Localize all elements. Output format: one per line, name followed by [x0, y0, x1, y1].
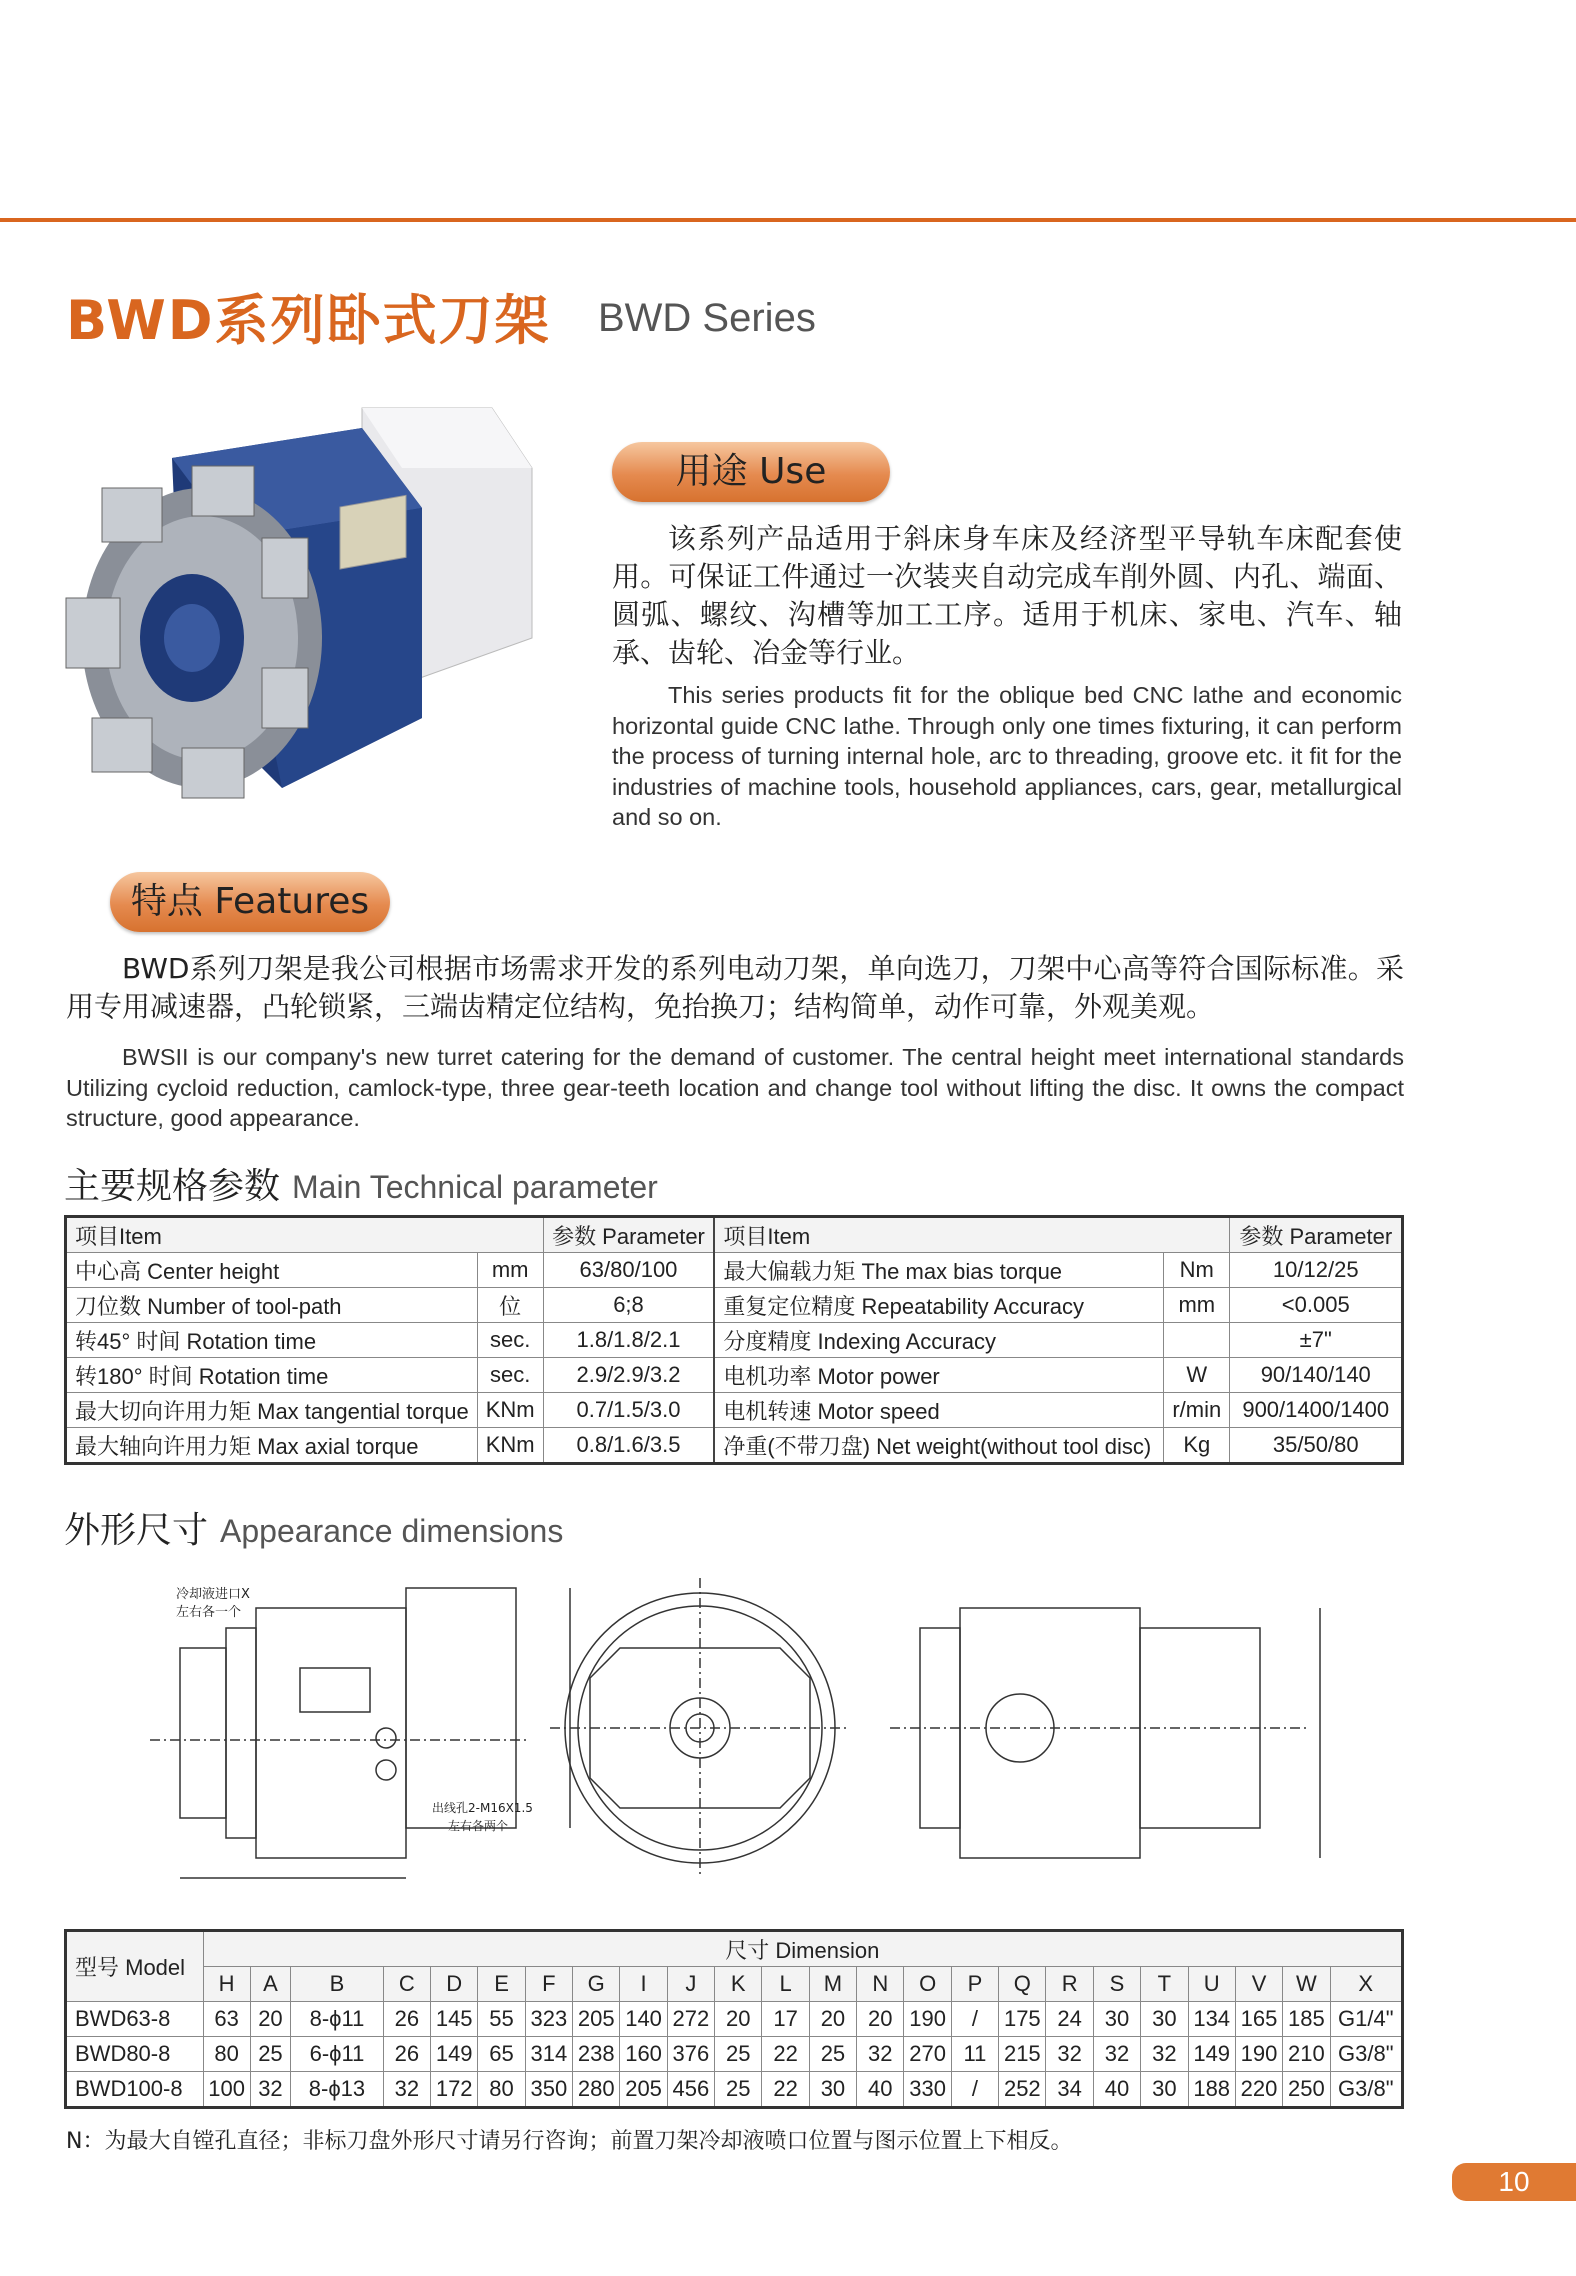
dim-cell: 25	[715, 2037, 762, 2072]
dim-column-header: U	[1188, 1967, 1235, 2002]
dim-cell: 20	[809, 2002, 856, 2037]
dim-cell: 330	[904, 2072, 951, 2108]
spec-cell	[1164, 1323, 1230, 1358]
spec-cell: sec.	[477, 1358, 543, 1393]
dim-cell: 17	[762, 2002, 809, 2037]
spec-cell: 净重(不带刀盘) Net weight(without tool disc)	[714, 1428, 1163, 1464]
dim-cell: 11	[951, 2037, 998, 2072]
coolant-inlet-label: 冷却液进口X	[176, 1587, 250, 1602]
page-number: 10	[1452, 2163, 1576, 2201]
dim-cell: 205	[620, 2072, 667, 2108]
dim-column-header: C	[383, 1967, 430, 2002]
dim-header-row	[66, 1931, 1403, 1967]
spec-cell: Kg	[1164, 1428, 1230, 1464]
dim-column-header: K	[715, 1967, 762, 2002]
dim-cell: 80	[203, 2037, 250, 2072]
dim-column-header: J	[667, 1967, 714, 2002]
spec-title-cn: 主要规格参数	[64, 1166, 281, 1207]
dim-cell: 172	[431, 2072, 478, 2108]
dim-cell: 190	[1235, 2037, 1282, 2072]
dim-cell: 205	[573, 2002, 620, 2037]
spec-cell: mm	[1164, 1288, 1230, 1323]
spec-cell: KNm	[477, 1393, 543, 1428]
spec-cell: 最大偏载力矩 The max bias torque	[714, 1253, 1163, 1288]
dim-cell: /	[951, 2002, 998, 2037]
spec-cell: KNm	[477, 1428, 543, 1464]
dim-cell: G3/8"	[1330, 2037, 1402, 2072]
spec-table	[64, 1215, 1404, 1465]
dim-column-header: W	[1283, 1967, 1330, 2002]
spec-cell: 最大轴向许用力矩 Max axial torque	[66, 1428, 478, 1464]
cable-outlet-note: 左右各两个	[448, 1819, 509, 1833]
dim-cell: 280	[573, 2072, 620, 2108]
cable-outlet-label: 出线孔2-M16X1.5	[432, 1801, 533, 1815]
dim-cell: 32	[1046, 2037, 1093, 2072]
dim-cell: 149	[1188, 2037, 1235, 2072]
dim-cell: 165	[1235, 2002, 1282, 2037]
dim-cell: 8-ϕ13	[291, 2072, 383, 2108]
spec-cell: 分度精度 Indexing Accuracy	[714, 1323, 1163, 1358]
table-row	[66, 2037, 1403, 2072]
dim-cell: 220	[1235, 2072, 1282, 2108]
dim-column-row	[66, 1967, 1403, 2002]
dim-cell: 30	[1141, 2072, 1188, 2108]
model-cell: BWD63-8	[66, 2002, 204, 2037]
dim-cell: 63	[203, 2002, 250, 2037]
dim-cell: 238	[573, 2037, 620, 2072]
dim-cell: 456	[667, 2072, 714, 2108]
dim-title-cn: 外形尺寸	[64, 1510, 209, 1551]
dim-cell: G3/8"	[1330, 2072, 1402, 2108]
spec-cell: Nm	[1164, 1253, 1230, 1288]
page-title: BWD系列卧式刀架	[66, 289, 551, 352]
features-section-label: 特点 Features	[110, 872, 390, 932]
table-row	[66, 1288, 1403, 1323]
spec-cell: 6;8	[543, 1288, 714, 1323]
dimension-header: 尺寸 Dimension	[203, 1931, 1402, 1967]
dim-column-header: H	[203, 1967, 250, 2002]
dim-cell: 323	[525, 2002, 572, 2037]
table-row	[66, 1323, 1403, 1358]
dim-cell: 140	[620, 2002, 667, 2037]
dim-column-header: R	[1046, 1967, 1093, 2002]
dim-cell: 34	[1046, 2072, 1093, 2108]
dim-cell: 145	[431, 2002, 478, 2037]
dim-cell: 40	[857, 2072, 904, 2108]
dim-column-header: V	[1235, 1967, 1282, 2002]
spec-header-param: 参数 Parameter	[1230, 1217, 1403, 1253]
dimension-table	[64, 1929, 1404, 2109]
dim-cell: 210	[1283, 2037, 1330, 2072]
dim-cell: 272	[667, 2002, 714, 2037]
dim-cell: 26	[383, 2002, 430, 2037]
spec-section-title	[64, 1158, 658, 1209]
dim-cell: 20	[250, 2002, 291, 2037]
dim-cell: 80	[478, 2072, 525, 2108]
spec-cell: 中心高 Center height	[66, 1253, 478, 1288]
dim-column-header: F	[525, 1967, 572, 2002]
table-row	[66, 1253, 1403, 1288]
dim-cell: 314	[525, 2037, 572, 2072]
use-description-en: This series products fit for the oblique bed CNC lathe and economic horizontal guide CNC lathe. Through only one times fixturing, it can perform the process of turning internal hole, arc to threading, groove etc. it fit for the industries of machine tools, household appliances, cars, gear, metallurgical and so on.	[612, 682, 1402, 830]
dim-column-header: N	[857, 1967, 904, 2002]
dim-column-header: I	[620, 1967, 667, 2002]
dim-cell: 32	[250, 2072, 291, 2108]
dim-column-header: M	[809, 1967, 856, 2002]
dim-cell: 6-ϕ11	[291, 2037, 383, 2072]
dim-column-header: B	[291, 1967, 383, 2002]
spec-header-param: 参数 Parameter	[543, 1217, 714, 1253]
use-description-cn: 该系列产品适用于斜床身车床及经济型平导轨车床配套使用。可保证工件通过一次装夹自动完成车削外圆、内孔、端面、圆弧、螺纹、沟槽等加工工序。适用于机床、家电、汽车、轴承、齿轮、冶金等行业。	[612, 522, 1402, 669]
dim-cell: 270	[904, 2037, 951, 2072]
spec-cell: 位	[477, 1288, 543, 1323]
dim-cell: 55	[478, 2002, 525, 2037]
dim-cell: 252	[999, 2072, 1046, 2108]
table-row	[66, 2072, 1403, 2108]
use-section-label: 用途 Use	[612, 442, 890, 502]
dim-cell: 24	[1046, 2002, 1093, 2037]
spec-header-item: 项目Item	[66, 1217, 544, 1253]
spec-cell: W	[1164, 1358, 1230, 1393]
table-row	[66, 1428, 1403, 1464]
spec-title-en: Main Technical parameter	[292, 1169, 658, 1205]
dim-cell: 26	[383, 2037, 430, 2072]
spec-cell: sec.	[477, 1323, 543, 1358]
turret-product-photo	[62, 388, 542, 820]
dim-cell: 376	[667, 2037, 714, 2072]
dim-column-header: T	[1141, 1967, 1188, 2002]
dimensions-section-title	[64, 1502, 563, 1553]
spec-cell: 刀位数 Number of tool-path	[66, 1288, 478, 1323]
spec-cell: 重复定位精度 Repeatability Accuracy	[714, 1288, 1163, 1323]
dim-column-header: G	[573, 1967, 620, 2002]
table-row	[66, 2002, 1403, 2037]
dim-cell: 25	[715, 2072, 762, 2108]
spec-cell: 1.8/1.8/2.1	[543, 1323, 714, 1358]
dim-column-header: P	[951, 1967, 998, 2002]
spec-cell: 2.9/2.9/3.2	[543, 1358, 714, 1393]
dim-cell: 100	[203, 2072, 250, 2108]
spec-cell: 0.8/1.6/3.5	[543, 1428, 714, 1464]
dim-cell: 20	[715, 2002, 762, 2037]
spec-cell: 63/80/100	[543, 1253, 714, 1288]
dim-cell: 215	[999, 2037, 1046, 2072]
dim-cell: 20	[857, 2002, 904, 2037]
coolant-inlet-note: 左右各一个	[176, 1605, 242, 1620]
spec-cell: 900/1400/1400	[1230, 1393, 1403, 1428]
dim-cell: 30	[809, 2072, 856, 2108]
features-description-cn: BWD系列刀架是我公司根据市场需求开发的系列电动刀架，单向选刀，刀架中心高等符合国际标准。采用专用减速器，凸轮锁紧，三端齿精定位结构，免抬换刀；结构简单，动作可靠，外观美观。	[66, 952, 1404, 1023]
dim-cell: 32	[1141, 2037, 1188, 2072]
spec-header-item: 项目Item	[714, 1217, 1230, 1253]
dim-column-header: S	[1093, 1967, 1140, 2002]
dim-cell: 22	[762, 2037, 809, 2072]
dim-cell: 134	[1188, 2002, 1235, 2037]
spec-cell: r/min	[1164, 1393, 1230, 1428]
dim-cell: /	[951, 2072, 998, 2108]
dim-cell: 30	[1093, 2002, 1140, 2037]
spec-cell: 35/50/80	[1230, 1428, 1403, 1464]
dim-cell: 32	[383, 2072, 430, 2108]
spec-cell: 转180° 时间 Rotation time	[66, 1358, 478, 1393]
dim-cell: 22	[762, 2072, 809, 2108]
model-cell: BWD80-8	[66, 2037, 204, 2072]
spec-cell: 0.7/1.5/3.0	[543, 1393, 714, 1428]
dim-column-header: Q	[999, 1967, 1046, 2002]
table-row	[66, 1358, 1403, 1393]
header-rule	[0, 218, 1576, 222]
spec-header-row	[66, 1217, 1403, 1253]
dim-column-header: L	[762, 1967, 809, 2002]
dim-cell: 149	[431, 2037, 478, 2072]
spec-cell: 90/140/140	[1230, 1358, 1403, 1393]
dim-cell: 32	[1093, 2037, 1140, 2072]
dim-column-header: O	[904, 1967, 951, 2002]
spec-cell: 10/12/25	[1230, 1253, 1403, 1288]
dim-cell: 350	[525, 2072, 572, 2108]
dimension-drawing	[150, 1568, 1330, 1888]
dim-cell: 30	[1141, 2002, 1188, 2037]
dim-column-header: A	[250, 1967, 291, 2002]
spec-cell: mm	[477, 1253, 543, 1288]
page-subtitle: BWD Series	[598, 296, 816, 340]
dim-cell: 25	[250, 2037, 291, 2072]
dim-cell: 32	[857, 2037, 904, 2072]
table-row	[66, 1393, 1403, 1428]
dim-cell: 188	[1188, 2072, 1235, 2108]
footnote: N：为最大自镗孔直径；非标刀盘外形尺寸请另行咨询；前置刀架冷却液喷口位置与图示位置上下相反。	[66, 2129, 1073, 2154]
dim-column-header: X	[1330, 1967, 1402, 2002]
dim-cell: 40	[1093, 2072, 1140, 2108]
spec-cell: ±7"	[1230, 1323, 1403, 1358]
dim-cell: 190	[904, 2002, 951, 2037]
model-header: 型号 Model	[66, 1931, 204, 2002]
dim-column-header: E	[478, 1967, 525, 2002]
dim-cell: 175	[999, 2002, 1046, 2037]
spec-cell: 最大切向许用力矩 Max tangential torque	[66, 1393, 478, 1428]
features-description-en: BWSII is our company's new turret catering for the demand of customer. The central height meet international standards Utilizing cycloid reduction, camlock-type, three gear-teeth location and change tool without lifting the disc. It owns the compact structure, good appearance.	[66, 1044, 1404, 1131]
spec-cell: 转45° 时间 Rotation time	[66, 1323, 478, 1358]
dim-cell: 185	[1283, 2002, 1330, 2037]
dim-cell: 160	[620, 2037, 667, 2072]
dim-column-header: D	[431, 1967, 478, 2002]
dim-title-en: Appearance dimensions	[220, 1513, 564, 1549]
spec-cell: 电机功率 Motor power	[714, 1358, 1163, 1393]
dim-cell: 65	[478, 2037, 525, 2072]
dim-cell: G1/4"	[1330, 2002, 1402, 2037]
dim-cell: 250	[1283, 2072, 1330, 2108]
spec-cell: 电机转速 Motor speed	[714, 1393, 1163, 1428]
dim-cell: 25	[809, 2037, 856, 2072]
model-cell: BWD100-8	[66, 2072, 204, 2108]
spec-cell: <0.005	[1230, 1288, 1403, 1323]
dim-cell: 8-ϕ11	[291, 2002, 383, 2037]
